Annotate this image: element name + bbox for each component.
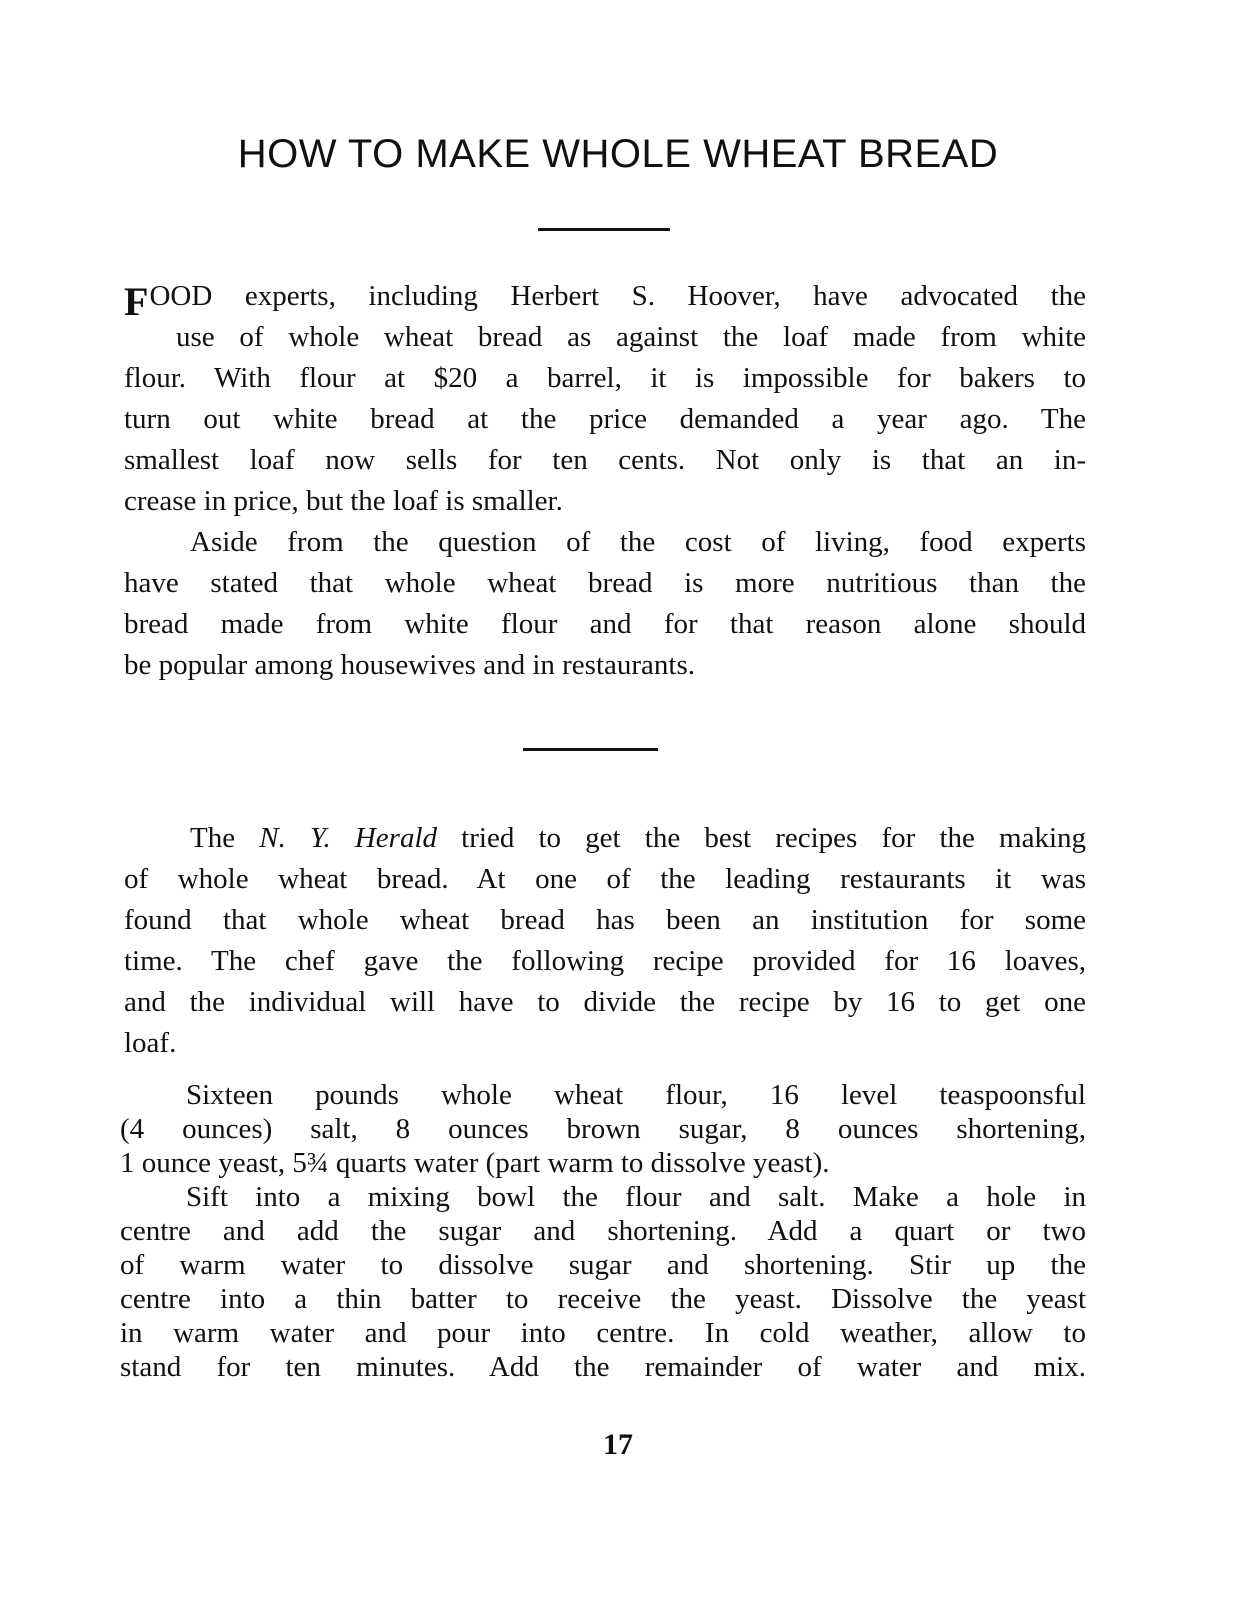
- intro-line: [124, 276, 1086, 317]
- intro-line: Aside from the question of the cost of living, food experts: [190, 526, 1086, 558]
- recipe-line: in warm water and pour into centre. In cold weather, allow to: [120, 1317, 1086, 1349]
- intro-paragraphs: [124, 276, 1086, 686]
- herald-line: of whole wheat bread. At one of the leading restaurants it was: [124, 863, 1086, 895]
- page-title: HOW TO MAKE WHOLE WHEAT BREAD: [237, 132, 999, 176]
- page-number: 17: [603, 1428, 633, 1461]
- recipe-line: centre and add the sugar and shortening. Add a quart or two: [120, 1215, 1086, 1247]
- herald-line: and the individual will have to divide the recipe by 16 to get one: [124, 986, 1086, 1018]
- herald-line: time. The chef gave the following recipe provided for 16 loaves,: [124, 945, 1086, 977]
- intro-line: crease in price, but the loaf is smaller.: [124, 485, 563, 517]
- recipe-line: (4 ounces) salt, 8 ounces brown sugar, 8 ounces shortening,: [120, 1113, 1086, 1145]
- recipe-line: Sift into a mixing bowl the flour and salt. Make a hole in: [186, 1181, 1086, 1213]
- publication-name: N. Y. Herald: [259, 822, 438, 854]
- intro-line: have stated that whole wheat bread is more nutritious than the: [124, 567, 1086, 599]
- recipe-line: centre into a thin batter to receive the yeast. Dissolve the yeast: [120, 1283, 1086, 1315]
- recipe-line: 1 ounce yeast, 5¾ quarts water (part warm to dissolve yeast).: [120, 1147, 830, 1179]
- herald-lead: The: [190, 822, 260, 854]
- intro-line-text: OOD experts, including Herbert S. Hoover, have advocated the: [149, 280, 1086, 312]
- intro-line: use of whole wheat bread as against the loaf made from white: [176, 321, 1086, 353]
- intro-line: flour. With flour at $20 a barrel, it is impossible for bakers to: [124, 362, 1086, 394]
- herald-lead-rest: tried to get the best recipes for the making: [437, 822, 1086, 854]
- section-divider: [523, 748, 658, 751]
- recipe-paragraphs: [120, 1078, 1086, 1384]
- herald-line: [124, 818, 1086, 859]
- intro-line: be popular among housewives and in restaurants.: [124, 649, 695, 681]
- drop-cap: F: [124, 279, 149, 317]
- herald-paragraph: [124, 818, 1086, 1064]
- recipe-line: Sixteen pounds whole wheat flour, 16 level teaspoonsful: [186, 1079, 1086, 1111]
- intro-line: smallest loaf now sells for ten cents. Not only is that an in-: [124, 444, 1086, 476]
- herald-line: found that whole wheat bread has been an institution for some: [124, 904, 1086, 936]
- intro-line: bread made from white flour and for that reason alone should: [124, 608, 1086, 640]
- recipe-line: of warm water to dissolve sugar and shortening. Stir up the: [120, 1249, 1086, 1281]
- herald-line: loaf.: [124, 1027, 177, 1059]
- intro-line: turn out white bread at the price demanded a year ago. The: [124, 403, 1086, 435]
- title-divider: [538, 228, 670, 231]
- recipe-line: stand for ten minutes. Add the remainder of water and mix.: [120, 1351, 1086, 1383]
